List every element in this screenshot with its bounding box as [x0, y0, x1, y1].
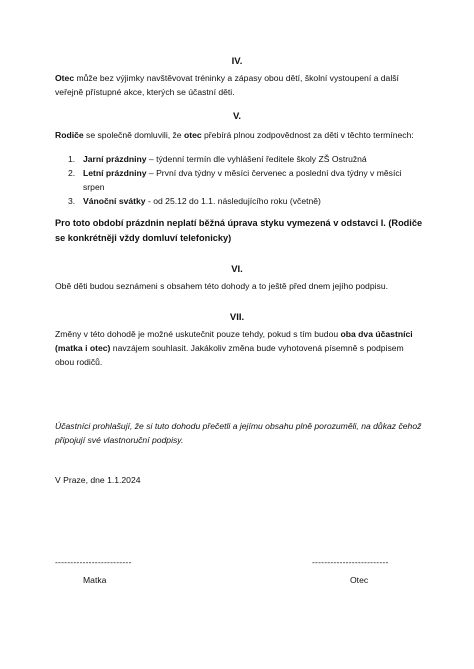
section-v-title: V.: [232, 111, 242, 122]
section-v-intro-mid: se společně domluvili, že: [83, 130, 184, 140]
section-iv-bold-father: Otec: [55, 73, 75, 83]
section-v-bold-father: otec: [183, 130, 202, 140]
list-item-label: Jarní prázdniny: [83, 154, 147, 164]
list-item: [55, 194, 425, 208]
section-iv-text: může bez výjimky navštěvovat tréninky a zápasy obou dětí, školní vystoupení a další veřejně přístupné akce, kterých se účastní děti.: [55, 73, 399, 97]
signature-label-father: Otec: [350, 575, 369, 585]
list-item-text: – První dva týdny v měsíci červenec a poslední dva týdny v měsíci srpen: [83, 168, 402, 192]
declaration-paragraph: Účastníci prohlašují, že si tuto dohodu přečetli a jejímu obsahu plně porozuměli, na důkaz čehož připojují své vlastnoruční podpisy.: [55, 421, 422, 445]
section-v-bold-parents: Rodiče: [55, 130, 84, 140]
list-item-number: 1.: [68, 154, 76, 164]
place-date: V Praze, dne 1.1.2024: [55, 475, 141, 485]
section-v-intro-end: přebírá plnou zodpovědnost za děti v těchto termínech:: [201, 130, 414, 140]
list-item-number: 3.: [68, 196, 76, 206]
signature-line-left: -------------------------: [55, 557, 132, 567]
section-vii-title: VII.: [229, 312, 245, 323]
list-item: [55, 152, 425, 166]
list-item: [55, 166, 425, 194]
list-item-text: – týdenní termín dle vyhlášení ředitele školy ZŠ Ostružná: [146, 154, 367, 164]
list-item-number: 2.: [68, 168, 76, 178]
section-vii-bold-participants: oba dva účastníci (matka i otec): [55, 329, 413, 353]
section-iv-title: IV.: [231, 56, 243, 67]
holiday-list: [55, 152, 425, 208]
signature-line-right: -------------------------: [312, 557, 389, 567]
section-iv-paragraph: [55, 71, 425, 99]
signature-label-mother: Matka: [83, 575, 107, 585]
section-v-intro: [55, 128, 425, 142]
section-vi-title: VI.: [231, 264, 243, 275]
section-vii-paragraph: [55, 327, 425, 369]
list-item-text: - od 25.12 do 1.1. následujícího roku (včetně): [145, 196, 321, 206]
list-item-label: Vánoční svátky: [83, 196, 146, 206]
section-v-note: Pro toto období prázdnin neplatí běžná úprava styku vymezená v odstavci I. (Rodiče se konkrétněji vždy domluví telefonicky): [55, 218, 423, 243]
section-vi-paragraph: Obě děti budou seznámeni s obsahem této dohody a to ještě před dnem jejího podpisu.: [55, 281, 388, 291]
list-item-label: Letní prázdniny: [83, 168, 147, 178]
section-vii-text-end: navzájem souhlasit. Jakákoliv změna bude vyhotovená písemně s podpisem obou rodičů.: [55, 343, 404, 367]
section-vii-text-start: Změny v této dohodě je možné uskutečnit pouze tehdy, pokud s tím budou: [55, 329, 341, 339]
